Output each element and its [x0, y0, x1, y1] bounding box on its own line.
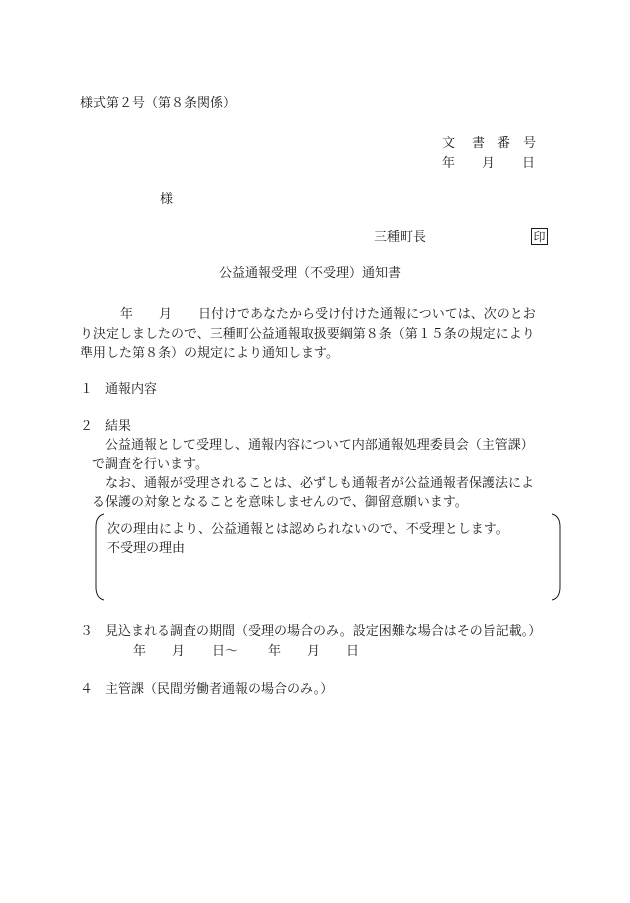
form-number: 様式第２号（第８条関係）	[80, 96, 237, 111]
document-title: 公益通報受理（不受理）通知書	[219, 266, 402, 281]
seal-mark: 印	[531, 228, 548, 245]
rejection-statement: 次の理由により、公益通報とは認められないので、不受理とします。	[107, 522, 509, 537]
rejection-reason-label: 不受理の理由	[107, 541, 186, 556]
addressee-suffix: 様	[160, 192, 174, 207]
issuer: 三種町長	[374, 230, 427, 245]
notice-document: 様式第２号（第８条関係） 文 書 番 号 年 月 日 様 三種町長 印 公益通報受理（不受理）通知書 年 月 日付けであなたから受け付けた通報については、次のとお り決定しましたので、三種町公益通報取扱要綱第８条（第１５条の規定により 準用した第８条）の規定により通知します。 １ 通報内容 ２ 結果 公益通報として受理し、通報内容について内部通報処理委員会（主管課） で調査を行います。 なお、通報が受理されることは、必ずしも通報者が公益通報者保護法によ る保護の対象となることを意味しませんので、御留意願います。 次の理由により、公益通報とは認められないので、不受理とします。 不受理の理由 ３ 見込まれる調査の期間（受理の場合のみ。設定困難な場合はその旨記載。） 年 月 日～ 年 月 日 ４ 主管課（民間労働者通報の場合のみ。）	[0, 0, 630, 903]
